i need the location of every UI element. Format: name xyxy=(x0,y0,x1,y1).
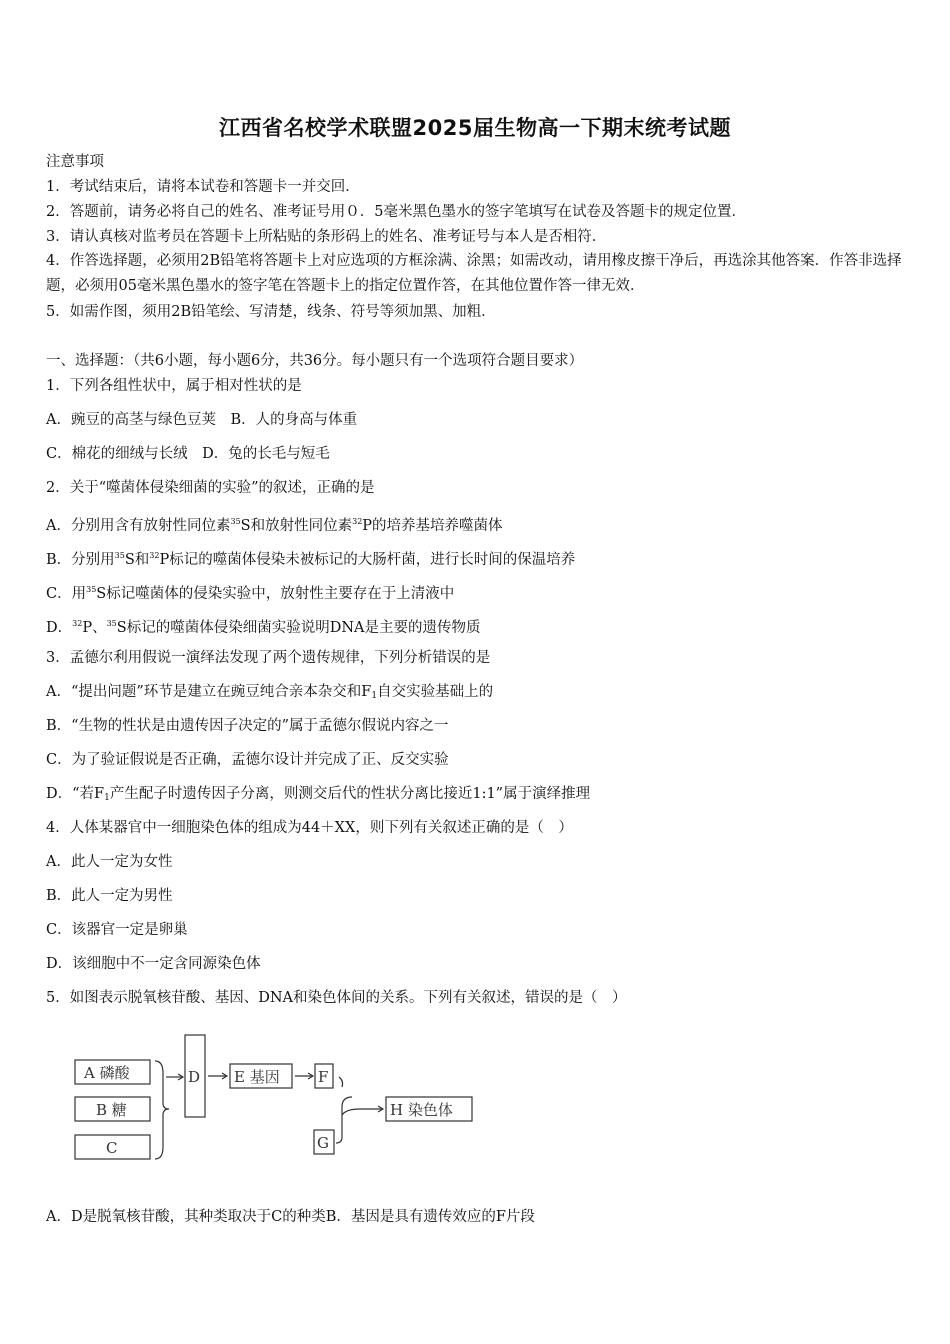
notice-item-2: 2．答题前，请务必将自己的姓名、准考证号用０．5毫米黑色墨水的签字笔填写在试卷及答题卡的规定位置． xyxy=(46,204,746,220)
q2-stem: 2．关于“噬菌体侵染细菌的实验”的叙述，正确的是 xyxy=(46,480,375,496)
q3-option-a: A．“提出问题”环节是建立在豌豆纯合亲本杂交和$F_1$自交实验基础上的 xyxy=(46,684,494,701)
label-h: H 染色体 xyxy=(390,1101,453,1119)
notice-item-1: 1．考试结束后，请将本试卷和答题卡一并交回． xyxy=(46,179,360,195)
label-d: D xyxy=(188,1068,201,1086)
q3-option-b: B．“生物的性状是由遗传因子决定的”属于孟德尔假说内容之一 xyxy=(46,718,449,734)
notice-heading: 注意事项 xyxy=(46,154,104,170)
q5-stem: 5．如图表示脱氧核苷酸、基因、DNA和染色体间的关系。下列有关叙述，错误的是（ ） xyxy=(46,990,627,1006)
q1-options-cd: C．棉花的细绒与长绒 D．兔的长毛与短毛 xyxy=(46,446,330,462)
arrow-to-h xyxy=(342,1109,382,1115)
q4-option-d: D．该细胞中不一定含同源染色体 xyxy=(46,956,261,972)
notice-item-3: 3．请认真核对监考员在答题卡上所粘贴的条形码上的姓名、准考证号与本人是否相符． xyxy=(46,229,607,245)
label-c: C xyxy=(106,1139,118,1157)
q4-option-b: B．此人一定为男性 xyxy=(46,888,173,904)
q2-option-c: C．用$^{35}$S标记噬菌体的侵染实验中，放射性主要存在于上清液中 xyxy=(46,585,455,602)
q4-stem: 4．人体某器官中一细胞染色体的组成为44＋XX，则下列有关叙述正确的是（ ） xyxy=(46,820,573,836)
label-e: E 基因 xyxy=(234,1068,280,1086)
q4-option-c: C．该器官一定是卵巢 xyxy=(46,922,188,938)
q3-option-d: D．“若$F_1$产生配子时遗传因子分离，则测交后代的性状分离比接近1:1”属于演绎推理 xyxy=(46,786,591,803)
q2-option-b: B．分别用$^{35}$S和$^{32}$P标记的噬菌体侵染未被标记的大肠杆菌，进行长时间的保温培养 xyxy=(46,551,576,568)
q2-option-d: D．$^{32}$P、$^{35}$S标记的噬菌体侵染细菌实验说明DNA是主要的遗传物质 xyxy=(46,619,481,636)
label-a: A 磷酸 xyxy=(84,1064,130,1082)
section-heading: 一、选择题：（共6小题，每小题6分，共36分。每小题只有一个选项符合题目要求） xyxy=(46,353,584,369)
page-title: 江西省名校学术联盟2025届生物高一下期末统考试题 xyxy=(219,116,731,140)
q3-stem: 3．孟德尔利用假说一演绎法发现了两个遗传规律，下列分析错误的是 xyxy=(46,650,491,666)
notice-item-5: 5．如需作图，须用2B铅笔绘、写清楚，线条、符号等须加黑、加粗． xyxy=(46,304,496,320)
q3-option-c: C．为了验证假说是否正确，孟德尔设计并完成了正、反交实验 xyxy=(46,752,449,768)
notice-item-4: 4．作答选择题，必须用2B铅笔将答题卡上对应选项的方框涂满、涂黑；如需改动，请用橡皮擦干净后，再选涂其他答案．作答非选择题，必须用05毫米黑色墨水的签字笔在答题卡上的指定位置作答，在其他位置作答一律无效． xyxy=(46,253,902,294)
q2-option-a: A．分别用含有放射性同位素$^{35}$S和放射性同位素$^{32}$P的培养基培养噬菌体 xyxy=(46,517,503,534)
label-b: B 糖 xyxy=(96,1101,127,1119)
f-tail xyxy=(339,1077,343,1087)
label-f: F xyxy=(318,1068,329,1086)
q1-stem: 1．下列各组性状中，属于相对性状的是 xyxy=(46,378,302,394)
brace-fg xyxy=(336,1097,352,1143)
label-g: G xyxy=(317,1134,329,1152)
q5-options: A．D是脱氧核苷酸，其种类取决于C的种类B．基因是具有遗传效应的F片段 xyxy=(46,1209,535,1225)
q1-options-ab: A．豌豆的高茎与绿色豆荚 B．人的身高与体重 xyxy=(46,412,358,428)
q4-option-a: A．此人一定为女性 xyxy=(46,854,173,870)
brace-abc xyxy=(155,1061,169,1159)
q5-diagram xyxy=(60,1025,490,1170)
